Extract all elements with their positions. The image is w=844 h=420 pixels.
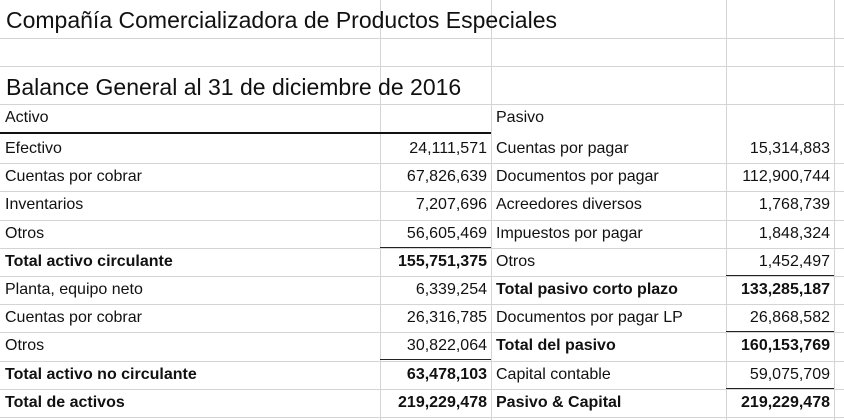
activo-row-value: 219,229,478	[398, 393, 487, 411]
activo-row-label: Otros	[5, 337, 45, 355]
pasivo-row-label: Documentos por pagar LP	[496, 309, 683, 327]
activo-row-label: Inventarios	[5, 196, 84, 214]
pasivo-row-value: 1,848,324	[758, 224, 830, 242]
pasivo-row-value: 219,229,478	[741, 393, 830, 411]
pasivo-row-label: Total pasivo corto plazo	[496, 281, 678, 298]
pasivo-row-label: Pasivo & Capital	[496, 393, 622, 411]
activo-row-label: Cuentas por cobrar	[5, 309, 142, 327]
activo-row-label: Planta, equipo neto	[5, 281, 143, 298]
company-title: Compañía Comercializadora de Productos Especiales	[6, 7, 558, 33]
activo-row-value: 63,478,103	[406, 365, 487, 383]
activo-row-label: Cuentas por cobrar	[5, 168, 142, 186]
grid-line	[0, 417, 844, 418]
activo-row-value: 26,316,785	[406, 309, 487, 327]
activo-row-value: 6,339,254	[415, 281, 487, 298]
grid-line	[834, 0, 835, 420]
pasivo-row-label: Otros	[496, 252, 536, 270]
pasivo-header: Pasivo	[496, 109, 545, 126]
pasivo-row-value: 59,075,709	[726, 361, 834, 389]
pasivo-row-label: Capital contable	[496, 365, 611, 383]
pasivo-row-label: Total del pasivo	[496, 337, 616, 355]
activo-row-value: 24,111,571	[409, 140, 487, 157]
pasivo-row-label: Cuentas por pagar	[496, 140, 629, 157]
activo-row-value: 155,751,375	[398, 252, 487, 270]
grid-line	[0, 66, 844, 67]
pasivo-row-value: 160,153,769	[741, 337, 830, 355]
report-title: Balance General al 31 de diciembre de 2016	[6, 74, 462, 100]
activo-row-label: Efectivo	[5, 140, 62, 157]
pasivo-row-value: 133,285,187	[741, 281, 830, 298]
pasivo-row-label: Impuestos por pagar	[496, 224, 643, 242]
pasivo-row-value: 1,768,739	[758, 196, 830, 214]
pasivo-row-value: 26,868,582	[726, 304, 834, 332]
activo-row-label: Otros	[5, 224, 45, 242]
activo-row-value: 30,822,064	[380, 332, 491, 360]
activo-row-value: 7,207,696	[415, 196, 487, 214]
pasivo-row-value: 112,900,744	[742, 168, 830, 186]
pasivo-row-label: Documentos por pagar	[496, 168, 659, 186]
activo-row-value: 67,826,639	[406, 168, 487, 186]
pasivo-row-label: Acreedores diversos	[496, 196, 642, 214]
grid-line	[0, 38, 844, 39]
pasivo-row-value: 15,314,883	[749, 140, 830, 157]
pasivo-row-value: 1,452,497	[726, 248, 834, 276]
activo-row-value: 56,605,469	[380, 220, 491, 248]
activo-header: Activo	[5, 109, 49, 126]
header-underline	[0, 132, 491, 134]
activo-row-label: Total activo circulante	[5, 252, 173, 270]
activo-row-label: Total de activos	[5, 393, 125, 411]
activo-row-label: Total activo no circulante	[5, 365, 197, 383]
